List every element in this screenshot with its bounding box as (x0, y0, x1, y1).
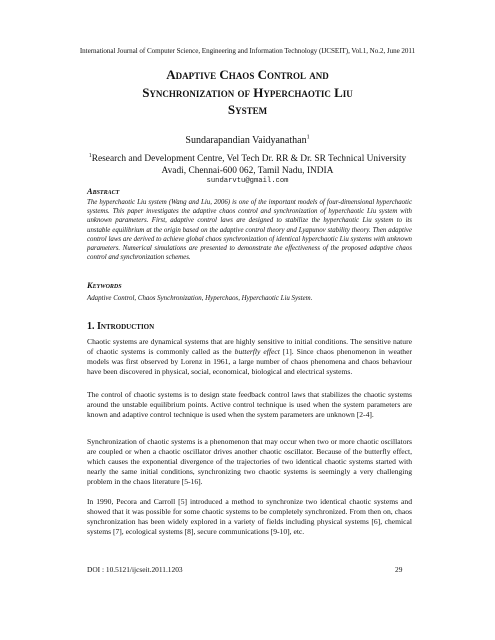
intro-paragraph-4: In 1990, Pecora and Carroll [5] introduced a method to synchronize two identical chaotic systems and showed that it was possible for some chaotic systems to be completely synchronized. From then on, chaos synchronization has been widely explored in a variety of fields including physical systems [6], chemical systems [7], ecological systems [8], secure communications [9-10], etc. (87, 497, 412, 537)
abstract-text: The hyperchaotic Liu system (Wang and Liu, 2006) is one of the important models of four-dimensional hyperchaotic systems. This paper investigates the adaptive chaos control and synchronization of hyperchaotic Liu system with unknown parameters. First, adaptive control laws are designed to stabilize the hyperchaotic Liu system to its unstable equilibrium at the origin based on the adaptive control theory and Lyapunov stability theory. Then adaptive control laws are derived to achieve global chaos synchronization of identical hyperchaotic Liu systems with unknown parameters. Numerical simulations are presented to demonstrate the effectiveness of the proposed adaptive chaos control and synchronization schemes. (87, 199, 412, 262)
affiliation-line2: Avadi, Chennai-600 062, Tamil Nadu, INDIA (161, 166, 334, 176)
title-line: Adaptive Chaos Control and (166, 67, 329, 82)
title-line: Synchronization of Hyperchaotic Liu (142, 84, 353, 100)
affiliation-sup: 1 (88, 152, 92, 159)
intro-paragraph-1: Chaotic systems are dynamical systems that are highly sensitive to initial conditions. The sensitive nature of chaotic systems is commonly called as the butterfly effect [1]. Since chaos phenomenon in weather models was first observed by Lorenz in 1961, a large number of chaos phenomena and chaos behaviour have been discovered in physical, social, economical, biological and electrical systems. (87, 337, 413, 377)
title-line: System (227, 102, 268, 117)
affiliation-line1: $^1$Research and Development Centre, Vel Tech Dr. RR & Dr. SR Technical University (88, 152, 407, 164)
author (0, 135, 495, 146)
intro-paragraph-2: The control of chaotic systems is to design state feedback control laws that stabilizes the chaotic systems around the unstable equilibrium points. Active control technique is used when the system parameters are known and adaptive control technique is used when the system parameters are unknown [2-4]. (87, 390, 412, 420)
author-email[interactable]: sundarvtu@gmail.com (206, 177, 289, 185)
author-sup: 1 (306, 134, 310, 141)
author-name: Sundarapandian Vaidyanathan (185, 135, 307, 146)
journal-header: International Journal of Computer Science, Engineering and Information Technology (IJCSEIT), Vol.1, No.2, June 2011 (79, 47, 416, 55)
page-number: 29 (395, 565, 403, 574)
keywords-text: Adaptive Control, Chaos Synchronization, Hyperchaos, Hyperchaotic Liu System. (87, 295, 313, 302)
emphasis: butterfly effect (234, 347, 280, 357)
footer-doi[interactable]: DOI : 10.5121/ijcseit.2011.1203 (87, 565, 183, 574)
intro-heading: 1. Introduction (87, 321, 155, 332)
paper-title (60, 66, 435, 119)
affiliation (60, 153, 435, 177)
intro-paragraph-3: Synchronization of chaotic systems is a phenomenon that may occur when two or more chaotic oscillators are coupled or when a chaotic oscillator drives another chaotic oscillator. Because of the butterfly effect, which causes the exponential divergence of the trajectories of two identical chaotic systems started with nearly the same initial conditions, synchronizing two chaotic systems is seemingly a very challenging problem in the chaos literature [5-16]. (87, 437, 412, 487)
keywords-heading: Keywords (87, 281, 122, 290)
abstract-heading: Abstract (87, 187, 120, 196)
